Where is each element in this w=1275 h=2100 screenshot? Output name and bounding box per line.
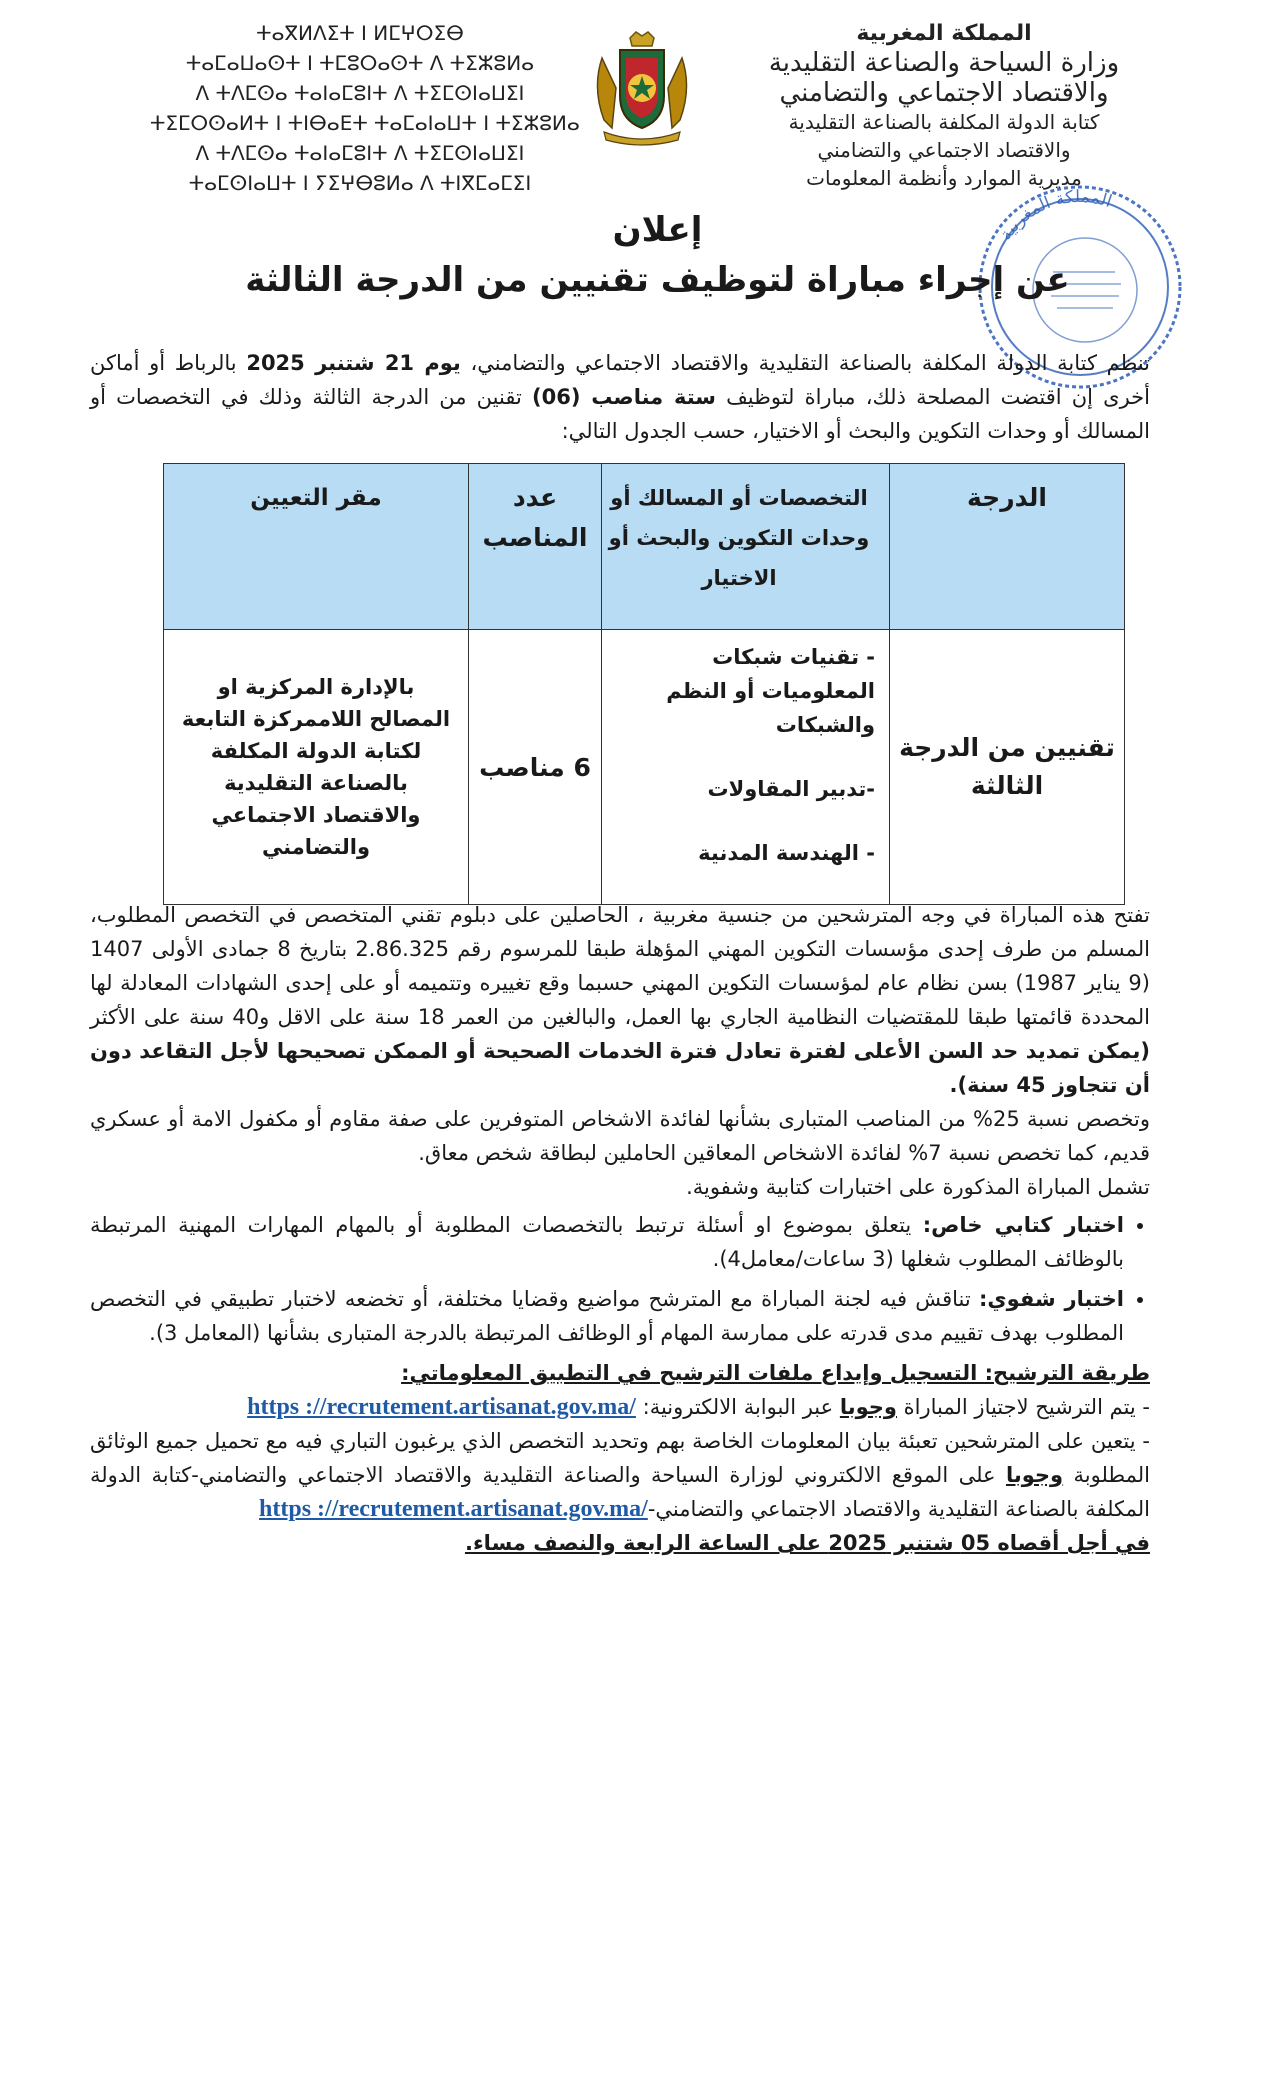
- recruitment-portal-link[interactable]: https ://recrutement.artisanat.gov.ma/: [247, 1394, 636, 1420]
- intro-text: تقنين من الدرجة الثالثة وذلك في التخصصات أو المسالك أو وحدات التكوين والبحث أو الاختيار، حسب الجدول التالي:: [90, 385, 1150, 443]
- recruitment-site-link[interactable]: https ://recrutement.artisanat.gov.ma/: [259, 1496, 648, 1522]
- intro-paragraph: [90, 346, 1150, 448]
- method-text: - يتعين على المترشحين تعبئة بيان المعلومات الخاصة بهم وتحديد التخصص الذي يرغبون التباري فيه مع تحميل جميع الوثائق المطلوبة: [90, 1429, 1150, 1487]
- deadline-text: في أجل أقصاه 05 شتنبر 2025 على الساعة الرابعة والنصف مساء.: [464, 1531, 1150, 1555]
- tifinagh-line: ⴷ ⵜⴷⵎⵙⴰ ⵜⴰⵏⴰⵎⵓⵏⵜ ⴷ ⵜⵉⵎⵙⵏⴰⵡⵉⵏ: [195, 81, 525, 105]
- eligibility-text: تفتح هذه المباراة في وجه المترشحين من جنسية مغربية ، الحاصلين على دبلوم تقني المتخصص في التخصص المطلوب، المسلم من طرف إحدى مؤسسات التكوين المهني المؤهلة طبقا للمرسوم رقم 2.86.325 بتاريخ 8 جمادى الأولى 1407 (9 يناير 1987) بسن نظام عام لمؤسسات التكوين المهني حسبما وقع تغييره وتتميمه أو على إحدى الشهادات المعادلة لها المحددة قائمتها طبقا للمقتضيات النظامية الجاري بها العمل، والبالغين من العمر 18 سنة على الاقل و40 سنة على الأكثر: [90, 903, 1150, 1029]
- eligibility-paragraph: [90, 898, 1150, 1102]
- intro-text: بالرباط أو أماكن أخرى إن اقتضت المصلحة ذلك، مباراة لتوظيف: [90, 351, 1150, 409]
- directorate-name: مديرية الموارد وأنظمة المعلومات: [806, 166, 1082, 190]
- details-section: [90, 898, 1150, 1560]
- kingdom-name: المملكة المغربية: [856, 21, 1032, 46]
- application-line-1: [90, 1390, 1150, 1424]
- quota-paragraph: وتخصص نسبة 25% من المناصب المتبارى بشأنها لفائدة الاشخاص المتوفرين على صفة مقاوم أو مكفول الامة أو عسكري قديم، كما تخصص نسبة 7% لفائدة الاشخاص المعاقين الحاملين لبطاقة شخص معاق.: [90, 1107, 1150, 1165]
- secretariat-name: كتابة الدولة المكلفة بالصناعة التقليدية: [788, 110, 1100, 134]
- tifinagh-line: ⵜⵉⵎⵔⵙⴰⵍⵜ ⵏ ⵜⵏⴱⴰⴹⵜ ⵜⴰⵎⴰⵏⴰⵡⵜ ⵏ ⵜⵉⵣⵓⵍⴰ: [150, 111, 580, 135]
- tifinagh-line: ⵜⴰⴳⵍⴷⵉⵜ ⵏ ⵍⵎⵖⵔⵉⴱ: [256, 21, 464, 45]
- test-text: يتعلق بموضوع او أسئلة ترتبط بالتخصصات المطلوبة أو بالمهام المهارات المهنية المرتبطة بالوظائف المطلوب شغلها (3 ساعات/معامل4).: [90, 1213, 1124, 1271]
- tifinagh-line: ⵜⴰⵎⴰⵡⴰⵙⵜ ⵏ ⵜⵎⵓⵔⴰⵙⵜ ⴷ ⵜⵉⵣⵓⵍⴰ: [185, 51, 535, 75]
- method-text: عبر البوابة الالكترونية:: [635, 1395, 840, 1419]
- intro-text: تنظم كتابة الدولة المكلفة بالصناعة التقليدية والاقتصاد الاجتماعي والتضامني،: [460, 351, 1150, 375]
- mandatory-word: وجوبا: [1005, 1463, 1064, 1487]
- method-text: - يتم الترشيح لاجتياز المباراة: [896, 1395, 1150, 1419]
- specialty-item: -تدبير المقاولات: [707, 777, 875, 801]
- title-line-2: عن إجراء مباراة لتوظيف تقنيين من الدرجة الثالثة: [245, 260, 1070, 300]
- cell-specialties: [602, 630, 890, 905]
- positions-count: ستة مناصب (06): [531, 385, 716, 409]
- stamp-text: المملكة المغربية: [995, 186, 1115, 245]
- test-text: تناقش فيه لجنة المباراة مع المترشح مواضيع وقضايا مختلفة، أو تخضعه لاختبار تطبيقي في التخصص المطلوب بهدف تقييم مدى قدرته على ممارسة المهام أو الوظائف المرتبطة بالدرجة المتبارى بشأنها (المعامل 3).: [90, 1287, 1124, 1345]
- header-place: مقر التعيين: [164, 464, 469, 630]
- list-item: [90, 1208, 1124, 1276]
- secretariat-name-cont: والاقتصاد الاجتماعي والتضامني: [817, 138, 1071, 162]
- coat-of-arms-icon: [582, 28, 702, 148]
- header-specialties: التخصصات أو المسالك أو وحدات التكوين والبحث أو الاختيار: [602, 464, 890, 630]
- header-grade: الدرجة: [890, 464, 1125, 630]
- announcement-title: [0, 210, 1275, 300]
- specialty-item: - تقنيات شبكات المعلوميات أو النظم والشبكات: [666, 645, 875, 737]
- cell-count: 6 مناصب: [469, 630, 602, 905]
- specialty-item: - الهندسة المدنية: [698, 841, 875, 865]
- application-method-heading: طريقة الترشيح: التسجيل وإيداع ملفات الترشيح في التطبيق المعلوماتي:: [401, 1361, 1150, 1385]
- tifinagh-header: [150, 18, 580, 198]
- list-item: [90, 1282, 1124, 1350]
- test-label: اختبار كتابي خاص:: [922, 1213, 1125, 1237]
- method-text: على الموقع الالكتروني لوزارة السياحة والصناعة التقليدية والاقتصاد الاجتماعي والتضامني-كتابة الدولة المكلفة بالصناعة التقليدية والاقتصاد الاجتماعي والتضامني-: [90, 1463, 1150, 1521]
- test-label: اختبار شفوي:: [979, 1287, 1124, 1311]
- cell-place: بالإدارة المركزية او المصالح اللاممركزة التابعة لكتابة الدولة المكلفة بالصناعة التقليدية والاقتصاد الاجتماعي والتضامني: [164, 630, 469, 905]
- table-row: [164, 630, 1125, 905]
- cell-grade: تقنيين من الدرجة الثالثة: [890, 630, 1125, 905]
- tifinagh-line: ⵜⴰⵎⵙⵏⴰⵡⵜ ⵏ ⵢⵉⵖⴱⵓⵍⴰ ⴷ ⵜⵏⴳⵎⴰⵎⵉⵏ: [188, 171, 532, 195]
- table-header-row: [164, 464, 1125, 630]
- ministry-name-cont: والاقتصاد الاجتماعي والتضامني: [779, 78, 1109, 108]
- age-extension-note: (يمكن تمديد حد السن الأعلى لفترة تعادل فترة الخدمات الصحيحة أو الممكن تصحيحها لأجل التقاعد دون أن تتجاوز 45 سنة).: [90, 1039, 1150, 1097]
- header-count: عدد المناصب: [469, 464, 602, 630]
- application-line-2: [90, 1424, 1150, 1526]
- positions-table: [163, 463, 1125, 905]
- tests-list: [90, 1208, 1150, 1350]
- ministry-header: [729, 20, 1159, 192]
- ministry-name: وزارة السياحة والصناعة التقليدية: [768, 48, 1120, 78]
- title-line-1: إعلان: [612, 210, 703, 250]
- tifinagh-line: ⴷ ⵜⴷⵎⵙⴰ ⵜⴰⵏⴰⵎⵓⵏⵜ ⴷ ⵜⵉⵎⵙⵏⴰⵡⵉⵏ: [195, 141, 525, 165]
- tests-intro: تشمل المباراة المذكورة على اختبارات كتابية وشفوية.: [686, 1175, 1150, 1199]
- mandatory-word: وجوبا: [839, 1395, 897, 1419]
- exam-date: يوم 21 شتنبر 2025: [246, 351, 461, 375]
